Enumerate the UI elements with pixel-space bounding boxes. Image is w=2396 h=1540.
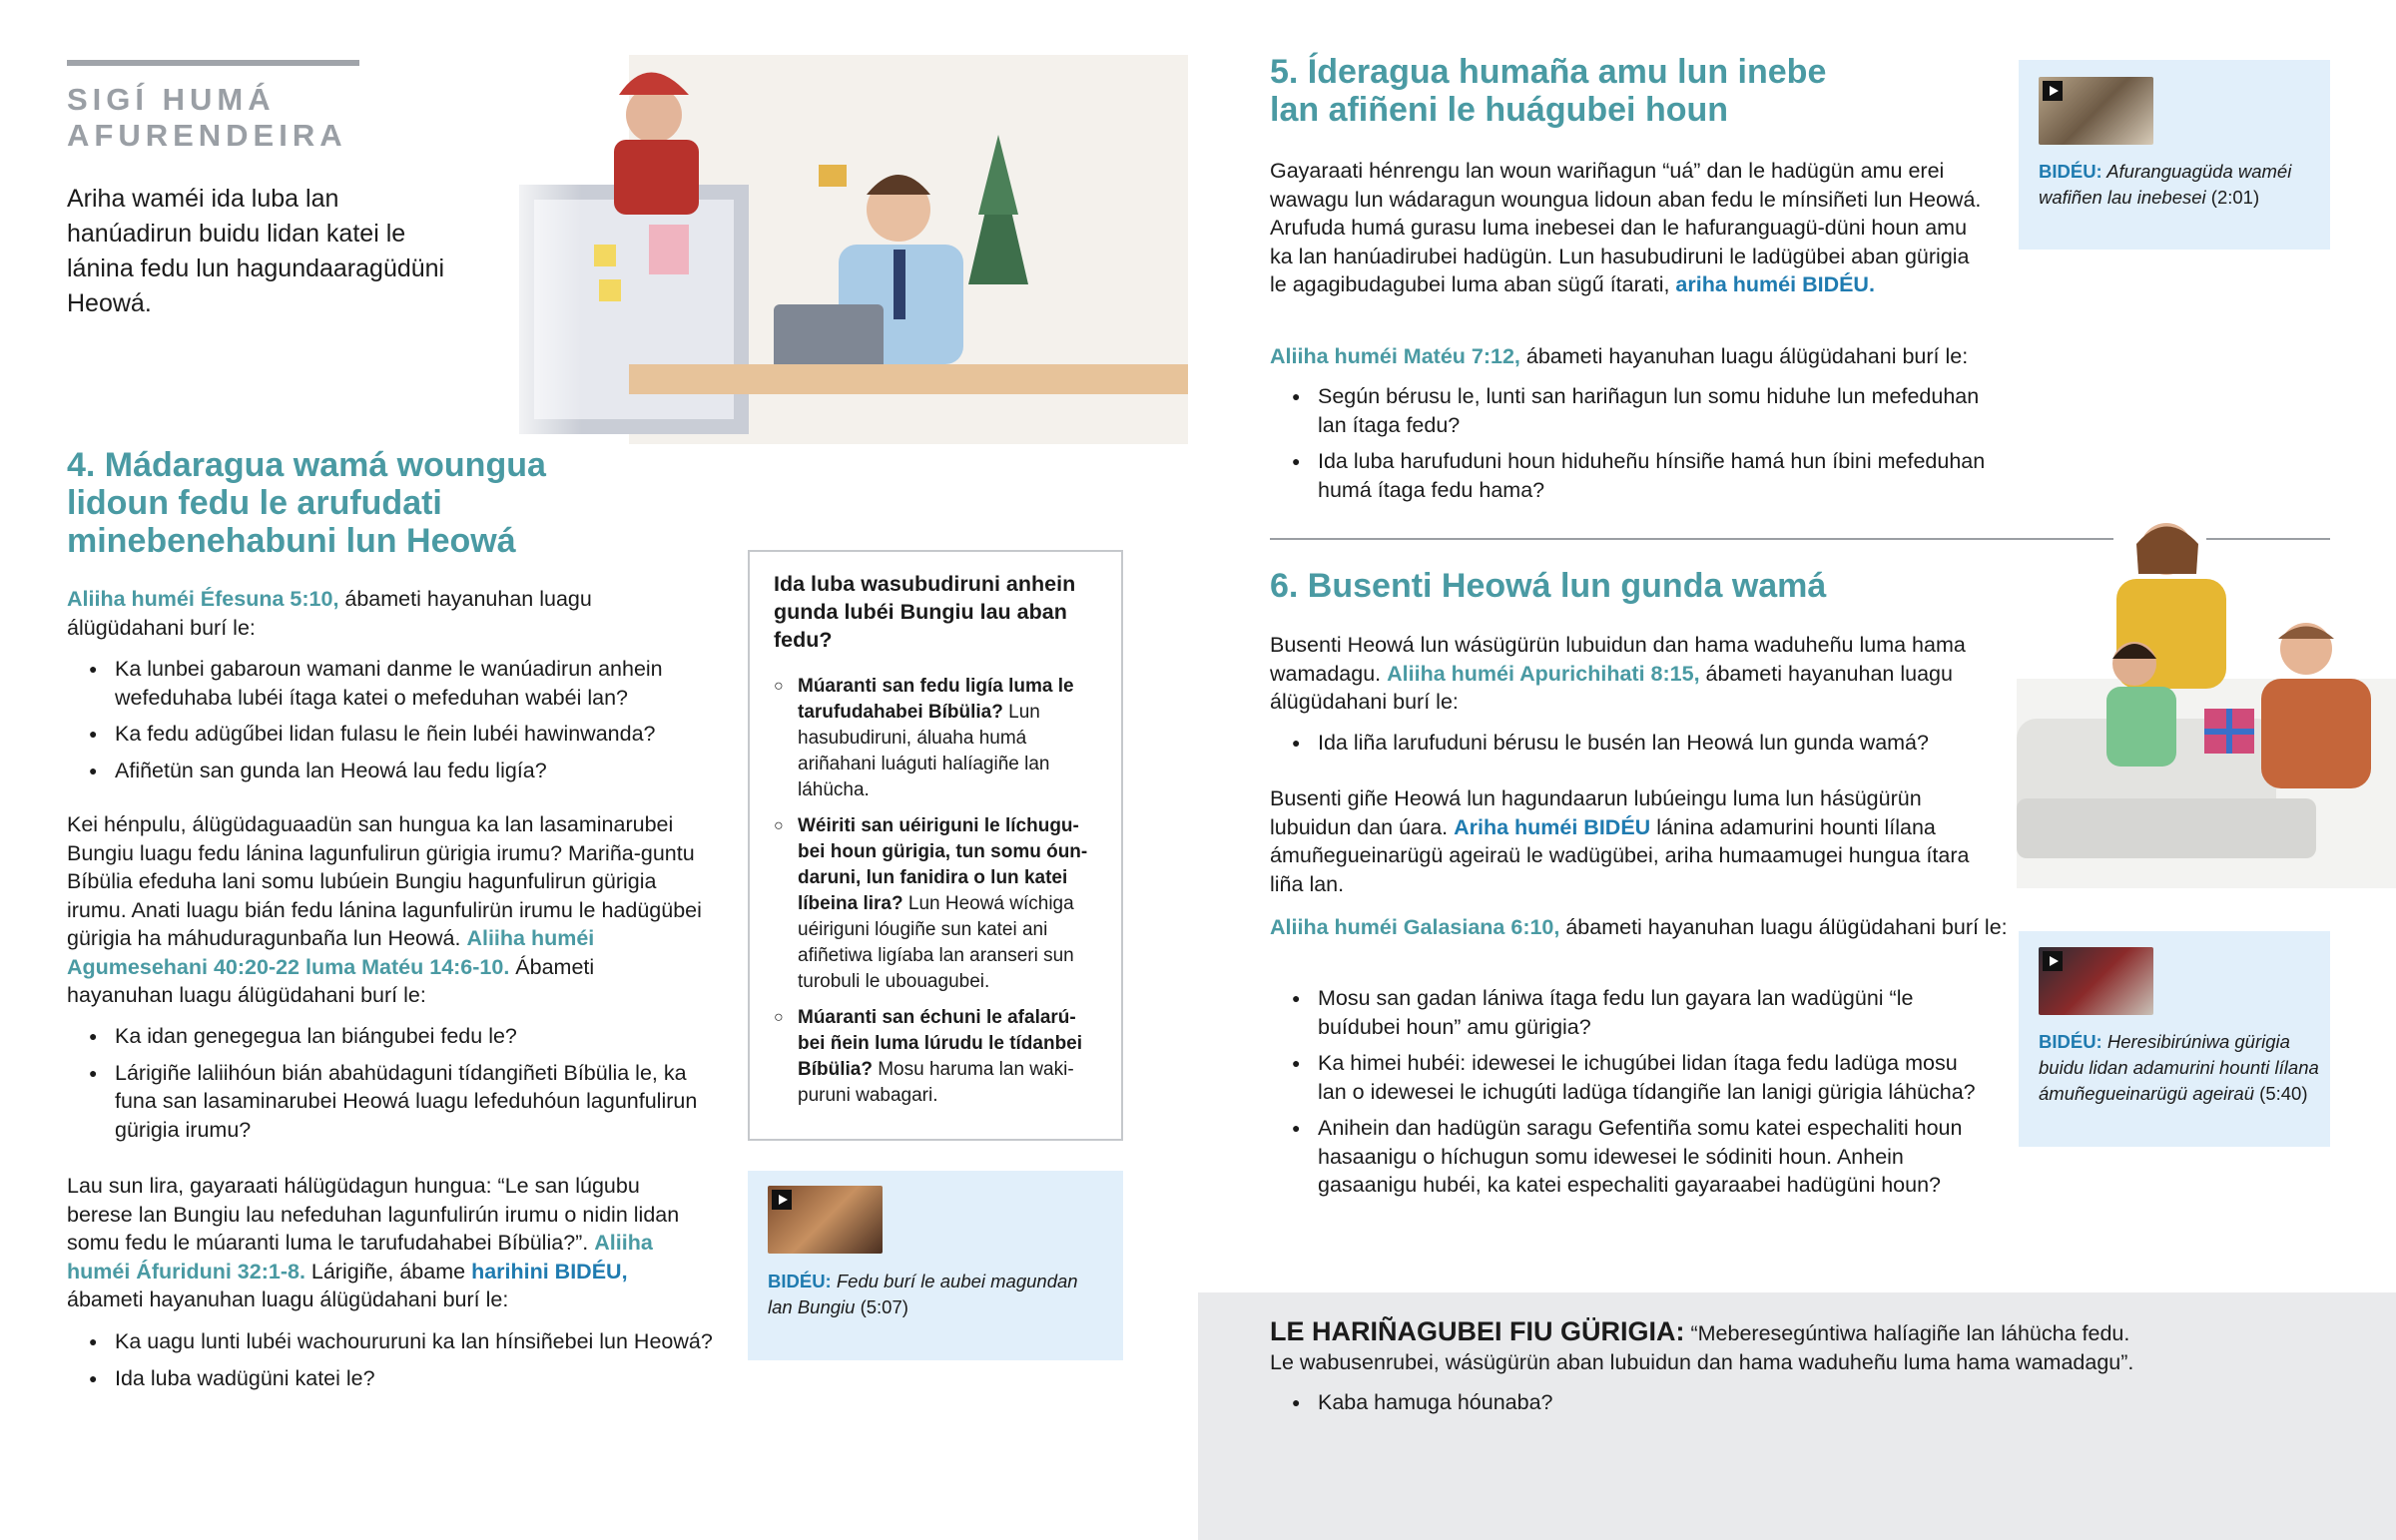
list-item: ● Según bérusu le, lunti san hariñagun lun somu hiduhe lun mefeduhan lan ítaga fedu?	[1270, 382, 1999, 439]
section-label: SIGÍ HUMÁ AFURENDEIRA	[67, 82, 347, 153]
sidebox-item-text: Lun Heowá wíchiga uéiriguni lóugiñe sun katei ani afiñetiwa ligíaba lan aranseri sun turobuli le ubouagubei.	[798, 893, 1074, 992]
section-6-bullets-1	[1270, 729, 1999, 766]
list-item: ● Lárigiñe laliihóun bián abahüdaguni tídangiñeti Bíbülia le, ka funa san lasaminarubei Heowá luagu lefeduhóun lagunfulirun gürigia irumu?	[67, 1059, 716, 1145]
sidebox-item	[774, 674, 1097, 803]
paragraph-text: ábameti hayanuhan luagu álügüdahani burí le:	[67, 587, 592, 640]
summary-heading: LE HARIÑAGUBEI FIU GÜRIGIA:	[1270, 1316, 1685, 1346]
section-4-bullets-1	[67, 655, 716, 792]
family-gift-illustration	[2017, 519, 2396, 888]
list-item: ● Ida luba wadügüni katei le?	[67, 1364, 716, 1393]
video-duration: (2:01)	[2210, 187, 2260, 208]
list-item: ● Anihein dan hadügün saragu Gefentiña somu katei espechaliti houn hasaanigu o híchugun somu idewesei le sódiniti houn. Anhein gasaanigu hubéi, ka katei espechaliti gayaraabei hadügüni houn?	[1270, 1114, 1984, 1200]
list-item: ● Ka himei hubéi: idewesei le ichugúbei lidan ítaga fedu ladüga mosu lan o idewesei le ichugúti ladüga tídangiñe lan lanigi gürigia láhücha?	[1270, 1049, 1984, 1106]
paragraph-text: lánina adamurini hounti lílana ámuñegueinarügü ageiraü le wadügübei, ariha humaamugei hungua ítara liña lan.	[1270, 814, 1970, 896]
video-caption	[768, 1269, 1107, 1320]
section-6-paragraph-1	[1270, 631, 1989, 717]
question-sidebox	[748, 550, 1123, 1141]
paragraph-text: ábameti hayanuhan luagu álügüdahani burí le:	[1519, 344, 1969, 368]
section-4-heading: 4. Mádaragua wamá woungua lidoun fedu le arufudati minebenehabuni lun Heowá	[67, 446, 546, 560]
paragraph-text: Busenti giñe Heowá lun hagundaarun lubúeingu luma lun hásügürün lubuidun dan úara.	[1270, 786, 1922, 839]
section-5-paragraph-1	[1270, 157, 1989, 299]
section-4-paragraph-1	[67, 585, 706, 642]
scripture-ref[interactable]: Aliiha huméi Agumesehani 40:20-22 luma Matéu 14:6-10.	[67, 926, 595, 979]
section-6-bullets-2	[1270, 984, 1984, 1208]
list-item: ● Kaba hamuga hóunaba?	[1270, 1388, 2348, 1417]
sidebox-list	[774, 674, 1097, 1109]
list-item: ● Ka fedu adügűbei lidan fulasu le ñein lubéi hawinwanda?	[67, 720, 716, 749]
play-icon[interactable]	[2043, 81, 2063, 101]
section-6-heading: 6. Busenti Heowá lun gunda wamá	[1270, 567, 1827, 605]
scripture-ref[interactable]: Aliiha huméi Éfesuna 5:10,	[67, 587, 339, 611]
video-link[interactable]: Ariha huméi BIDÉU	[1454, 814, 1651, 839]
video-duration: (5:40)	[2259, 1083, 2308, 1104]
video-label: BIDÉU:	[2039, 161, 2102, 182]
section-5-heading: 5. Íderagua humaña amu lun inebe lan afiñeni le huágubei houn	[1270, 53, 1827, 129]
video-card-1[interactable]	[748, 1171, 1123, 1360]
video-caption	[2039, 1029, 2320, 1107]
section-divider	[1270, 538, 2113, 540]
paragraph-text: ábameti hayanuhan luagu álügüdahani burí le:	[67, 1287, 509, 1311]
list-item: ● Ka idan genegegua lan biángubei fedu le?	[67, 1022, 716, 1051]
video-caption	[2039, 159, 2320, 211]
sidebox-item	[774, 1005, 1097, 1109]
paragraph-text: Busenti Heowá lun wásügürün lubuidun dan hama waduheñu luma hama wamadagu.	[1270, 633, 1966, 686]
intro-paragraph: Ariha waméi ida luba lan hanúadirun buidu lidan katei le lánina fedu lun hagundaaragüdüni Heowá.	[67, 185, 445, 317]
sidebox-item-text: Mosu haruma lan waki-puruni wabagari.	[798, 1059, 1074, 1106]
sidebox-item	[774, 813, 1097, 995]
summary-line: Le wabusenrubei, wásügürün aban lubuidun dan hama waduheñu luma hama wamadagu”.	[1270, 1349, 2134, 1374]
sidebox-item-question: Múaranti san fedu ligía luma le tarufudahabei Bíbülia?	[798, 676, 1074, 723]
paragraph-text: ábameti hayanuhan luagu álügüdahani burí le:	[1270, 661, 1953, 714]
list-item: ● Ka uagu lunti lubéi wachoururuni ka lan hínsiñebei lun Heowá?	[67, 1327, 716, 1356]
list-item: ● Ka lunbei gabaroun wamani danme le wanúadirun anhein wefeduhaba lubéi ítaga katei o mefeduhan wabéi lan?	[67, 655, 716, 712]
video-title: Fedu burí le aubei magundan lan Bungiu	[768, 1271, 1078, 1317]
video-link[interactable]: harihini BIDÉU,	[471, 1259, 628, 1283]
video-link[interactable]: ariha huméi BIDÉU.	[1675, 272, 1875, 296]
scripture-ref[interactable]: Aliiha huméi Matéu 7:12,	[1270, 344, 1520, 368]
paragraph-text: Kei hénpulu, álügüdaguaadün san hungua ka lan lasaminarubei Bungiu luagu fedu lánina lagunfulirun gürigia irumu? Mariña-guntu Bíbülia efeduha lani somu lubúein Bungiu hagunfulirun gürigia irumu. Anati luagu bián fedu lánina lagunfulirün irumu le hadügübei gürigia ha máhuduragunbaña lun Heowá.	[67, 812, 702, 950]
scripture-ref[interactable]: Aliiha huméi Galasiana 6:10,	[1270, 915, 1560, 939]
video-title: Afuranguagüda waméi wafiñen lau inebesei	[2039, 161, 2292, 208]
sidebox-item-question: Wéiriti san uéiriguni le líchugu-bei houn gürigia, tun somu óun-daruni, lun fanidira o lun katei líbeina lira?	[798, 815, 1088, 914]
paragraph-text: ábameti hayanuhan luagu álügüdahani burí le:	[1559, 915, 2008, 939]
list-item: ● Mosu san gadan lániwa ítaga fedu lun gayara lan wadügüni “le buídubei houn” amu gürigia?	[1270, 984, 1984, 1041]
video-label: BIDÉU:	[2039, 1031, 2102, 1052]
video-card-2[interactable]	[2019, 60, 2330, 250]
section-top-rule	[67, 60, 359, 66]
list-item: ● Afiñetün san gunda lan Heowá lau fedu ligía?	[67, 757, 716, 785]
section-4-bullets-2	[67, 1022, 716, 1152]
video-thumbnail[interactable]	[768, 1186, 883, 1254]
section-4-paragraph-2	[67, 810, 706, 1010]
video-thumbnail[interactable]	[2039, 947, 2153, 1015]
summary-line: “Meberesegúntiwa halíagiñe lan láhücha fedu.	[1684, 1321, 2130, 1345]
sidebox-item-question: Múaranti san échuni le afalarú-bei ñein luma lúrudu le tídanbei Bíbülia?	[798, 1007, 1083, 1080]
paragraph-text: Lau sun lira, gayaraati hálügüdagun hungua: “Le san lúgubu berese lan Bungiu lau nefeduhan lagunfulirún irumu o nidin lidan somu fedu le múaranti luma le tarufudahabei Bíbülia?”.	[67, 1174, 680, 1255]
section-4-paragraph-3	[67, 1172, 706, 1314]
section-6-paragraph-3	[1270, 913, 2029, 942]
paragraph-text: Ábameti hayanuhan luagu álügüdahani burí le:	[67, 954, 595, 1007]
list-item: ● Ida luba harufuduni houn hiduheñu hínsiñe hamá hun íbini mefeduhan humá ítaga fedu hama?	[1270, 447, 1999, 504]
video-thumbnail[interactable]	[2039, 77, 2153, 145]
video-card-3[interactable]	[2019, 931, 2330, 1147]
scripture-ref[interactable]: Aliiha huméi Áfuriduni 32:1-8.	[67, 1231, 653, 1283]
list-item: ● Ida liña larufuduni bérusu le busén lan Heowá lun gunda wamá?	[1270, 729, 1999, 758]
video-title: Heresibirúniwa gürigia buidu lidan adamurini hounti lílana ámuñegueinarügü ageiraü	[2039, 1031, 2319, 1104]
summary-text	[1270, 1317, 2348, 1425]
paragraph-text: Lárigiñe, ábame	[304, 1259, 472, 1283]
play-icon[interactable]	[772, 1190, 792, 1210]
section-5-bullets	[1270, 382, 1999, 512]
scripture-ref[interactable]: Aliiha huméi Apurichihati 8:15,	[1387, 661, 1700, 686]
section-6-paragraph-2	[1270, 784, 1989, 898]
office-party-illustration	[499, 55, 1188, 444]
section-5-paragraph-2	[1270, 342, 2069, 371]
video-label: BIDÉU:	[768, 1271, 832, 1291]
video-duration: (5:07)	[860, 1296, 908, 1317]
play-icon[interactable]	[2043, 951, 2063, 971]
sidebox-title: Ida luba wasubudiruni anhein gunda lubéi Bungiu lau aban fedu?	[774, 572, 1076, 652]
sidebox-item-text: Lun hasubudiruni, áluaha humá ariñahani luáguti halíagiñe lan láhücha.	[798, 702, 1050, 800]
summary-bullets	[1270, 1388, 2348, 1417]
paragraph-text: Gayaraati hénrengu lan woun wariñagun “uá” dan le hadügün amu erei wawagu lun wádaragun woungua lidoun aban fedu le mínsiñeti lun Heowá. Arufuda humá gurasu luma inebesei dan le hafuranguagü-düni houn amu ka lan hanúadirubei hadügün. Lun hasubudiruni le ladügübei aban gürigia le agagibudagubei luma aban sügű ítarati,	[1270, 159, 1982, 296]
section-4-bullets-3	[67, 1327, 716, 1400]
